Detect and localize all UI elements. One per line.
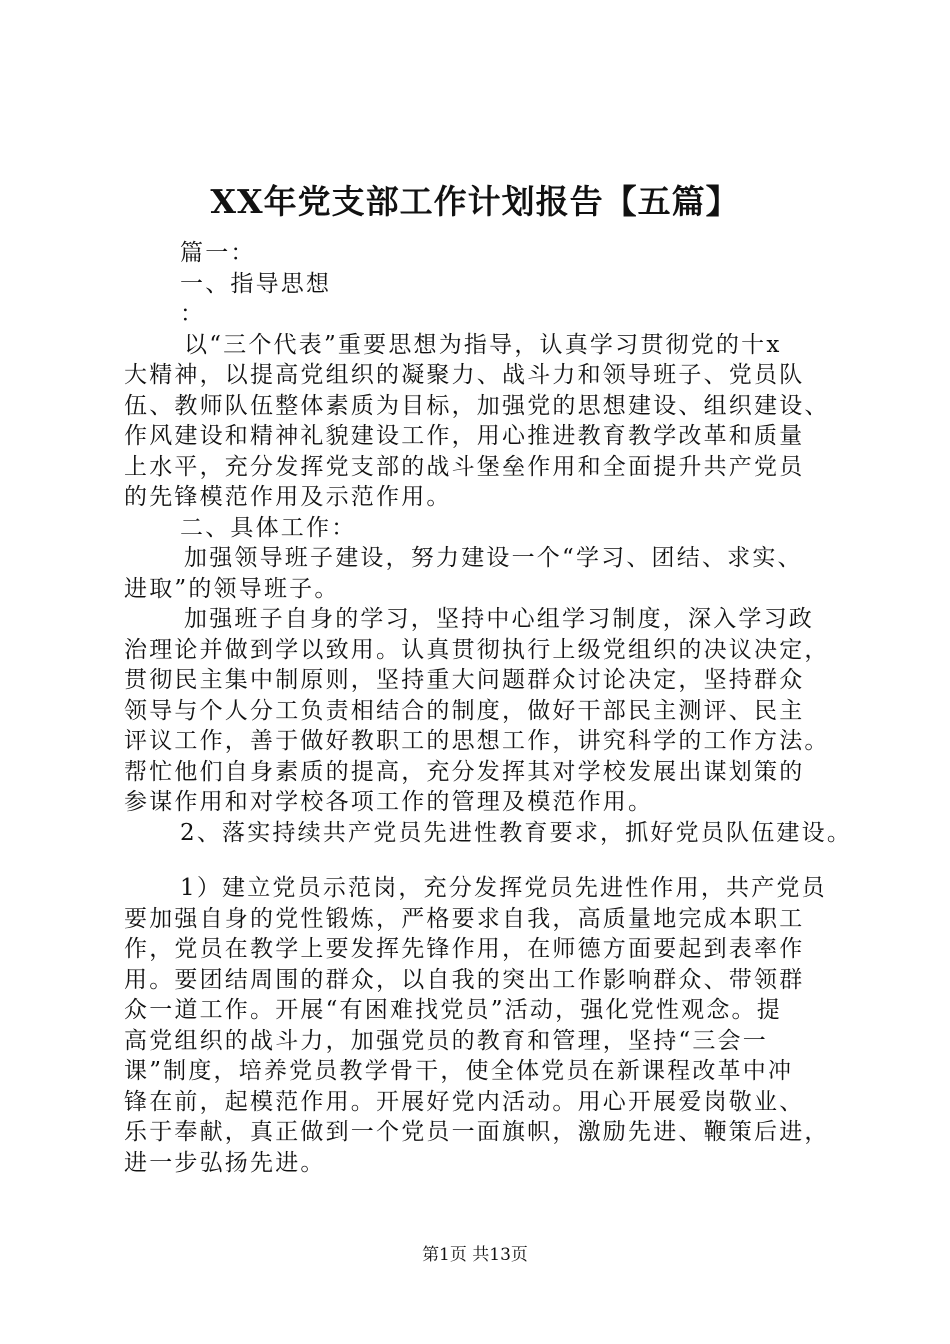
text-line: 1）建立党员示范岗，充分发挥党员先进性作用，共产党员 [180,875,827,901]
text-line: ： [180,301,206,327]
text-line: 评议工作，善于做好教职工的思想工作，讲究科学的工作方法。 [124,728,830,754]
text-line: 领导与个人分工负责相结合的制度，做好干部民主测评、民主 [124,697,805,724]
text-line: 进取”的领导班子。 [124,575,340,602]
text-line: 锋在前，起模范作用。开展好党内活动。用心开展爱岗敬业、 [124,1088,805,1115]
text-line: 以“三个代表”重要思想为指导，认真学习贯彻党的十x [184,331,782,358]
text-line: 加强领导班子建设，努力建设一个“学习、团结、求实、 [184,545,803,571]
text-line: 治理论并做到学以致用。认真贯彻执行上级党组织的决议决定， [124,636,830,663]
text-line: 高党组织的战斗力，加强党员的教育和管理，坚持“三会一 [124,1027,768,1054]
text-line: 乐于奉献，真正做到一个党员一面旗帜，激励先进、鞭策后进， [124,1119,830,1145]
section-heading: 一、指导思想 [180,270,332,297]
document-body [124,238,854,1178]
text-line: 2、落实持续共产党员先进性教育要求，抓好党员队伍建设。 [180,819,853,846]
text-line: 参谋作用和对学校各项工作的管理及模范作用。 [124,789,654,815]
text-line: 作，党员在教学上要发挥先锋作用，在师德方面要起到表率作 [124,936,805,962]
section-heading: 篇一： [180,240,256,266]
text-line: 的先锋模范作用及示范作用。 [124,484,452,510]
section-heading: 二、具体工作： [180,514,357,541]
text-line: 众一道工作。开展“有困难找党员”活动，强化党性观念。提 [124,997,782,1023]
text-line: 用。要团结周围的群众，以自我的突出工作影响群众、带领群 [124,966,805,993]
text-line: 大精神，以提高党组织的凝聚力、战斗力和领导班子、党员队 [124,362,805,388]
text-line: 帮忙他们自身素质的提高，充分发挥其对学校发展出谋划策的 [124,758,805,785]
text-line: 进一步弘扬先进。 [124,1149,326,1176]
text-line: 作风建设和精神礼貌建设工作，用心推进教育教学改革和质量 [124,423,805,449]
text-line: 加强班子自身的学习，坚持中心组学习制度，深入学习政 [184,606,814,632]
text-line: 伍、教师队伍整体素质为目标，加强党的思想建设、组织建设、 [124,392,830,419]
paragraph-gap [124,848,854,873]
document-title: XX年党支部工作计划报告【五篇】 [210,182,740,221]
text-line: 上水平，充分发挥党支部的战斗堡垒作用和全面提升共产党员 [124,453,805,480]
text-line: 贯彻民主集中制原则，坚持重大问题群众讨论决定，坚持群众 [124,667,805,693]
text-line: 课”制度，培养党员教学骨干，使全体党员在新课程改革中冲 [124,1058,794,1084]
text-line: 要加强自身的党性锻炼，严格要求自我，高质量地完成本职工 [124,905,805,932]
page-footer: 第1页 共13页 [422,1245,528,1265]
